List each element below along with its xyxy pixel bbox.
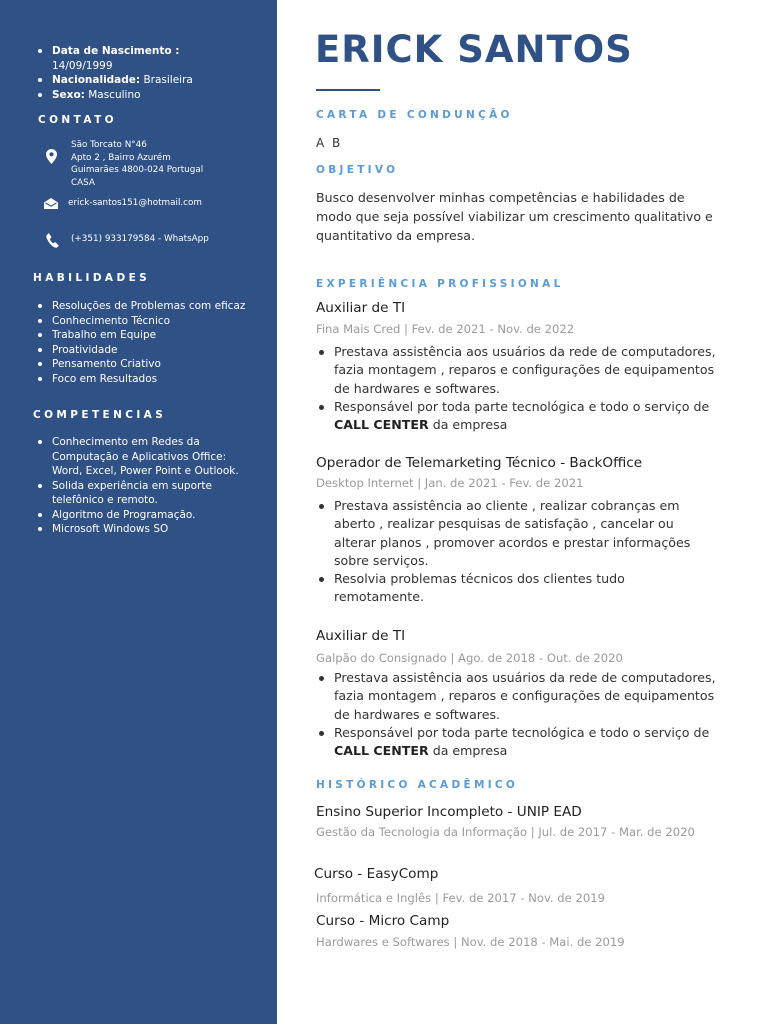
bullet-emphasis: CALL CENTER	[334, 417, 429, 433]
job-meta: Desktop Internet | Jan. de 2021 - Fev. de 2021	[316, 476, 584, 490]
education-meta: Hardwares e Softwares | Nov. de 2018 - Mai. de 2019	[316, 935, 625, 949]
sidebar	[0, 0, 277, 1024]
job-bullet: Prestava assistência ao cliente , realizar cobranças em aberto , realizar pesquisas de satisfação , cancelar ou alterar planos , promover acordos e prestar informações sobre serviços.	[316, 497, 716, 570]
skill-item: Conhecimento Técnico	[36, 314, 268, 329]
personal-item-nationality	[36, 73, 268, 88]
contact-email	[40, 197, 270, 210]
job-meta: Fina Mais Cred | Fev. de 2021 - Nov. de 2022	[316, 322, 575, 336]
job-bullets	[316, 343, 716, 434]
education-meta: Informática e Inglês | Fev. de 2017 - Nov. de 2019	[316, 891, 605, 905]
contact-heading: CONTATO	[38, 114, 117, 126]
bullet-text: da empresa	[428, 417, 508, 433]
address-text	[62, 139, 203, 189]
job-bullet: Resolvia problemas técnicos dos clientes tudo remotamente.	[316, 570, 716, 607]
sex-value: Masculino	[88, 88, 141, 101]
job-title: Auxiliar de TI	[316, 300, 406, 316]
license-heading: CARTA DE CONDUNÇÃO	[316, 109, 513, 121]
sex-label: Sexo:	[52, 88, 85, 101]
job-bullet: Prestava assistência aos usuários da rede de computadores, fazia montagem , reparos e configurações de equipamentos de hardwares e softwares.	[316, 343, 716, 398]
name-divider	[316, 89, 380, 91]
skill-item: Resoluções de Problemas com eficaz	[36, 299, 268, 314]
personal-info-list	[36, 44, 268, 102]
competency-item: Microsoft Windows SO	[36, 522, 244, 537]
skill-item: Pensamento Criativo	[36, 357, 268, 372]
job-bullets	[316, 669, 716, 760]
skills-heading: HABILIDADES	[33, 272, 151, 284]
nationality-value: Brasileira	[143, 74, 193, 86]
skill-item: Trabalho em Equipe	[36, 328, 268, 343]
candidate-name: ERICK SANTOS	[315, 28, 633, 71]
education-meta: Gestão da Tecnologia da Informação | Jul. de 2017 - Mar. de 2020	[316, 825, 695, 839]
education-title: Curso - EasyComp	[314, 866, 439, 882]
experience-heading: EXPERIÊNCIA PROFISSIONAL	[316, 278, 564, 290]
address-line: Apto 2 , Bairro Azurém	[71, 152, 171, 163]
competency-item: Solida experiência em suporte telefônico e remoto.	[36, 479, 244, 508]
map-pin-icon	[40, 139, 62, 164]
job-bullet	[316, 398, 716, 435]
contact-phone	[40, 233, 270, 248]
job-title: Auxiliar de TI	[316, 628, 406, 644]
job-title: Operador de Telemarketing Técnico - BackOffice	[316, 455, 643, 471]
contact-address	[40, 139, 270, 189]
personal-item-birthdate	[36, 44, 268, 73]
bullet-text: Responsável por toda parte tecnológica e todo o serviço de	[334, 724, 710, 740]
education-title: Curso - Micro Camp	[316, 913, 450, 929]
birthdate-label: Data de Nascimento :	[52, 45, 180, 57]
envelope-icon	[40, 197, 62, 209]
objective-heading: OBJETIVO	[316, 164, 399, 176]
skill-item: Proatividade	[36, 343, 268, 358]
job-meta: Galpão do Consignado | Ago. de 2018 - Out. de 2020	[316, 651, 623, 665]
job-bullet	[316, 724, 716, 761]
phone-text[interactable]: (+351) 933179584 - WhatsApp	[71, 234, 209, 244]
competencies-heading: COMPETENCIAS	[33, 409, 167, 421]
objective-text: Busco desenvolver minhas competências e habilidades de modo que seja possível viabilizar um crescimento qualitativo e quantitativo da empresa.	[316, 190, 713, 243]
address-line: Guimarães 4800-024 Portugal	[71, 165, 204, 176]
job-bullet: Prestava assistência aos usuários da rede de computadores, fazia montagem , reparos e configurações de equipamentos de hardwares e softwares.	[316, 669, 716, 724]
phone-icon	[40, 233, 62, 248]
bullet-text: Responsável por toda parte tecnológica e todo o serviço de	[334, 398, 710, 414]
email-link[interactable]: erick-santos151@hotmail.com	[68, 198, 202, 208]
education-heading: HISTÓRICO ACADÊMICO	[316, 779, 519, 791]
address-line: São Torcato N°46	[71, 140, 147, 150]
job-bullets	[316, 497, 716, 607]
bullet-emphasis: CALL CENTER	[334, 743, 429, 759]
competencies-list	[36, 435, 244, 537]
nationality-label: Nacionalidade:	[52, 74, 141, 86]
personal-item-sex	[36, 88, 268, 103]
competency-item: Conhecimento em Redes da Computação e Aplicativos Office: Word, Excel, Power Point e Outlook.	[36, 435, 244, 479]
license-value: A B	[316, 136, 343, 150]
competency-item: Algoritmo de Programação.	[36, 508, 244, 523]
bullet-text: da empresa	[428, 743, 508, 759]
address-line: CASA	[71, 177, 95, 188]
skills-list	[36, 299, 268, 386]
education-title: Ensino Superior Incompleto - UNIP EAD	[316, 804, 582, 820]
birthdate-value: 14/09/1999	[52, 59, 113, 72]
skill-item: Foco em Resultados	[36, 372, 268, 387]
